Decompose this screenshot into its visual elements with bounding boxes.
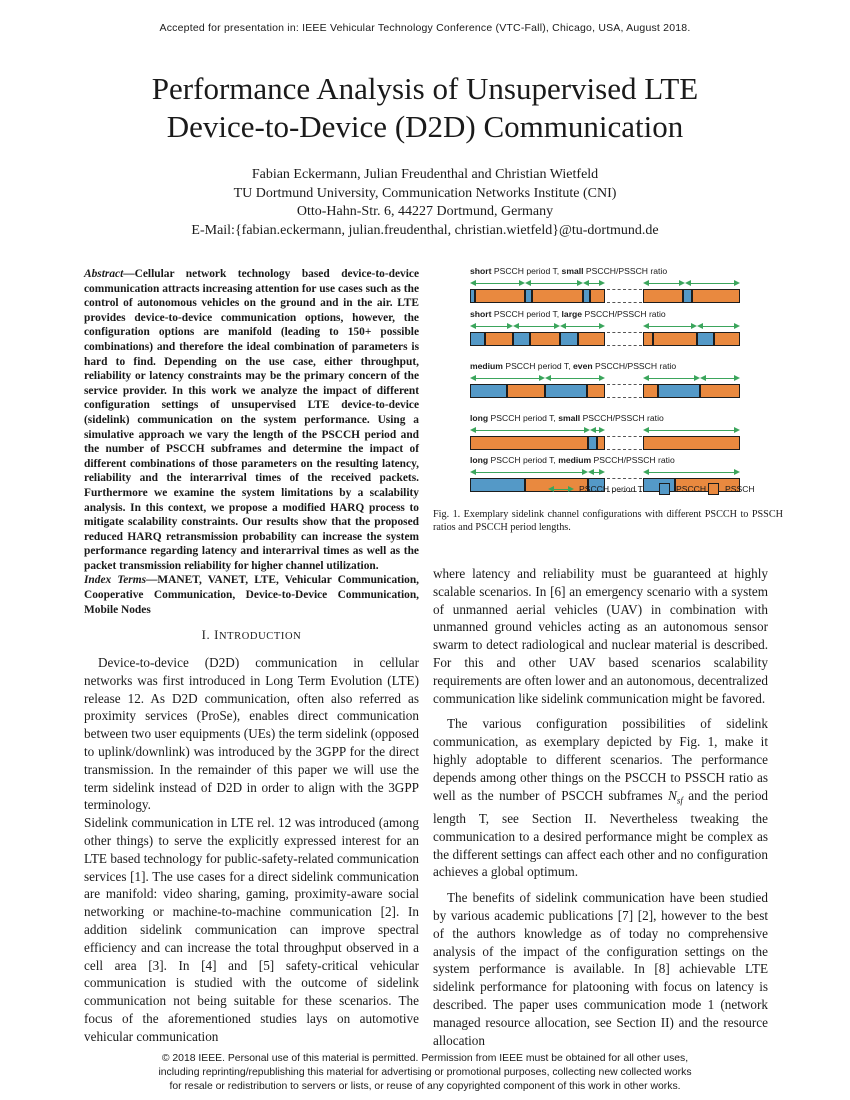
channel-bar <box>470 332 740 346</box>
channel-bar <box>470 289 740 303</box>
author-email: E-Mail:{fabian.eckermann, julian.freudenthal, christian.wietfeld}@tu-dortmund.de <box>191 222 659 238</box>
period-arrow-row <box>470 427 740 435</box>
config-row-label <box>470 455 675 465</box>
copyright-line: including reprinting/republishing this material for advertising or promotional purposes, collecting new collected works <box>158 1066 692 1078</box>
paragraph-text: and the period length T, see Section II. Nevertheless tweaking the communication to a desired performance might be complex as the different settings can affect each other and no configuration achieves a global optimum. <box>433 787 769 880</box>
author-address: Otto-Hahn-Str. 6, 44227 Dortmund, Germany <box>296 204 554 219</box>
config-row-label <box>470 361 676 371</box>
arrow-right-icon <box>599 469 605 475</box>
pssch-segment <box>597 436 605 450</box>
period-arrow-row <box>470 469 740 477</box>
section-heading <box>84 627 419 646</box>
index-terms <box>84 573 419 617</box>
math-subscript: sf <box>676 795 683 806</box>
pscch-segment <box>470 384 507 398</box>
arrow-right-icon <box>599 323 605 329</box>
arrow-left-icon <box>643 323 649 329</box>
row-period-length: short <box>470 266 492 276</box>
period-arrow <box>473 283 522 284</box>
config-row-label <box>470 413 664 423</box>
period-arrow-row <box>470 375 740 383</box>
author-names: Fabian Eckermann, Julian Freudenthal and Christian Wietfeld <box>251 167 599 182</box>
arrow-right-icon <box>734 280 740 286</box>
abstract-lead: Abstract <box>84 268 124 280</box>
pscch-segment <box>588 436 597 450</box>
left-column <box>84 267 419 1046</box>
intro-paragraph: Sidelink communication in LTE rel. 12 was introduced (among other things) to serve the explicitly expressed interest for an LTE based technology for public-safety-related communication services [1]. The use cases for a direct sidelink communication are manifold: video sharing, gaming, proximity-aware social networking or machine-to-machine communication [2]. In addition sidelink communication can improve spectral efficiency and can increase the total throughput observed in a cell area [3]. In [4] and [5] safety-critical vehicular communication is studied with the outcome of sidelink communication not being suitable for these scenarios. The focus of the aforementioned studies lays on automotive vehicular communication <box>84 815 419 1044</box>
intro-paragraph: Device-to-device (D2D) communication in cellular networks was first introduced in Long Term Evolution (LTE) release 12. As D2D communication, often also referred as proximity services (ProSe), enables direct communication between two user equipments (UEs) the term sidelink (opposed to uplink/downlink) was introduced by the 3GPP for the direct transmission. In the remainder of this paper we will use the term sidelink instead of D2D in order to align with the 3GPP terminology. <box>84 655 419 813</box>
arrow-left-icon <box>643 469 649 475</box>
arrow-left-icon <box>685 280 691 286</box>
copyright-line: © 2018 IEEE. Personal use of this material is permitted. Permission from IEEE must be obtained for all other uses, <box>161 1053 689 1064</box>
row-label-text: PSCCH period T, <box>488 455 559 465</box>
row-period-length: long <box>470 455 489 465</box>
body-paragraph: where latency and reliability must be guaranteed at highly scalable scenarios. In [6] an emergency scenario with a system of unmanned aerial vehicles (UAV) in combination with unmanned ground vehicles acting as an autonomous sensor swarm to detect radiological and nuclear material is described. For this and other UAV based scenarios scalability requirements are often lower and an autonomous, decentralized communication like sidelink communication might be favored. <box>433 566 768 706</box>
pssch-segment <box>692 289 740 303</box>
row-ratio-size: medium <box>558 455 592 465</box>
arrow-right-icon <box>599 427 605 433</box>
arrow-left-icon <box>588 469 594 475</box>
pssch-segment <box>507 384 545 398</box>
period-arrow-row <box>470 280 740 288</box>
arrow-left-icon <box>700 375 706 381</box>
pssch-segment <box>643 289 683 303</box>
pssch-segment <box>475 289 525 303</box>
pscch-segment <box>583 289 590 303</box>
pssch-segment <box>590 289 605 303</box>
channel-bar <box>470 384 740 398</box>
period-arrow <box>646 472 737 473</box>
pssch-segment <box>643 384 658 398</box>
figure-caption: Fig. 1. Exemplary sidelink channel configurations with different PSCCH to PSSCH ratios and PSCCH period lengths. <box>433 509 783 533</box>
period-arrow <box>473 378 542 379</box>
pscch-segment <box>560 332 578 346</box>
pssch-segment <box>587 384 605 398</box>
arrow-right-icon <box>734 323 740 329</box>
row-ratio-size: large <box>561 309 583 319</box>
arrow-left-icon <box>545 375 551 381</box>
arrow-left-icon <box>470 469 476 475</box>
figure-1 <box>470 266 770 498</box>
author-block <box>0 166 850 240</box>
arrow-left-icon <box>590 427 596 433</box>
arrow-right-icon <box>734 375 740 381</box>
row-label-text: PSCCH/PSSCH ratio <box>591 455 675 465</box>
omitted-periods-gap <box>607 289 642 303</box>
body-paragraph <box>433 715 768 881</box>
arrow-left-icon <box>583 280 589 286</box>
period-arrow <box>473 326 510 327</box>
abstract <box>84 267 419 573</box>
title-line-2: Device-to-Device (D2D) Communication <box>166 109 684 144</box>
row-label-text: PSCCH/PSSCH ratio <box>583 266 668 276</box>
pssch-segment <box>485 332 513 346</box>
pscch-segment <box>658 384 700 398</box>
period-arrow <box>528 283 580 284</box>
pssch-segment <box>578 332 605 346</box>
arrow-left-icon <box>643 280 649 286</box>
arrow-right-icon <box>734 427 740 433</box>
copyright-notice <box>0 1052 850 1093</box>
period-arrow <box>703 378 737 379</box>
arrow-right-icon <box>568 486 574 492</box>
arrow-left-icon <box>560 323 566 329</box>
period-arrow <box>646 283 682 284</box>
arrow-left-icon <box>470 280 476 286</box>
body-paragraph: The benefits of sidelink communication have been studied by various academic publications [7] [2], however to the best of the authors knowledge as of today no comprehensive analysis of the impact of the configuration settings on the system performance is available. In [8] achievable LTE sidelink performance for platooning with focus on latency is described. The paper uses communication mode 1 (network managed resource allocation, see Section II) and the resource allocation <box>433 890 768 1048</box>
period-arrow <box>646 430 737 431</box>
period-arrow <box>548 378 602 379</box>
header-note: Accepted for presentation in: IEEE Vehicular Technology Conference (VTC-Fall), Chicago, USA, August 2018. <box>159 22 691 34</box>
pscch-segment <box>513 332 530 346</box>
pscch-segment <box>470 478 525 492</box>
legend-pscch-swatch <box>659 483 670 495</box>
arrow-left-icon <box>470 427 476 433</box>
pscch-segment <box>683 289 692 303</box>
pssch-segment <box>643 332 653 346</box>
period-arrow <box>700 326 737 327</box>
period-arrow <box>688 283 737 284</box>
pssch-segment <box>530 332 560 346</box>
row-label-text: PSCCH/PSSCH ratio <box>580 413 664 423</box>
row-label-text: PSCCH/PSSCH ratio <box>582 309 666 319</box>
arrow-left-icon <box>643 427 649 433</box>
arrow-left-icon <box>470 323 476 329</box>
index-terms-text: —MANET, VANET, LTE, Vehicular Communication, Cooperative Communication, Device-to-Device Communication, Mobile Nodes <box>84 574 420 616</box>
channel-bar <box>470 436 740 450</box>
period-arrow <box>516 326 557 327</box>
row-period-length: medium <box>470 361 503 371</box>
row-label-text: PSCCH period T, <box>488 413 559 423</box>
right-column <box>433 565 768 1049</box>
arrow-right-icon <box>599 375 605 381</box>
author-affiliation: TU Dortmund University, Communication Networks Institute (CNI) <box>233 185 617 201</box>
legend-pssch-label: PSSCH <box>725 484 755 494</box>
row-label-text: PSCCH/PSSCH ratio <box>592 361 677 371</box>
pssch-segment <box>532 289 583 303</box>
copyright-line: for resale or redistribution to servers or lists, or reuse of any copyrighted component of this work in other works. <box>169 1080 681 1092</box>
section-numeral: I. I <box>201 628 219 643</box>
period-arrow <box>646 326 694 327</box>
row-ratio-size: small <box>561 266 584 276</box>
omitted-periods-gap <box>607 384 642 398</box>
row-period-length: short <box>470 309 492 319</box>
row-label-text: PSCCH period T, <box>491 309 562 319</box>
title-line-1: Performance Analysis of Unsupervised LTE <box>151 71 699 106</box>
pssch-segment <box>653 332 697 346</box>
pssch-segment <box>470 436 588 450</box>
pscch-segment <box>545 384 587 398</box>
row-ratio-size: small <box>558 413 581 423</box>
pssch-segment <box>643 436 740 450</box>
legend-pscch-label: PSCCH <box>676 484 707 494</box>
arrow-left-icon <box>470 375 476 381</box>
math-symbol <box>668 787 683 806</box>
section-title: NTRODUCTION <box>218 631 302 643</box>
arrow-left-icon <box>643 375 649 381</box>
legend-pssch-swatch <box>708 483 719 495</box>
pscch-segment <box>697 332 714 346</box>
row-label-text: PSCCH period T, <box>491 266 562 276</box>
pssch-segment <box>700 384 740 398</box>
period-arrow <box>646 378 697 379</box>
arrow-right-icon <box>734 469 740 475</box>
abstract-text: —Cellular network technology based device-to-device communication attracts increasing attention for use cases such as the control of autonomous vehicles on the ground and in the air. LTE provides device-to-device communication options, however, the configuration options are manifold (leading to 150+ possible combinations) and therefore the ideal combination of parameters is hard to find. Depending on the use case, either throughput, reliability or latency constraints may be the primary concern of the service provider. In this work we analyze the impact of different configuration settings of unsupervised LTE device-to-device (sidelink) communication on the system performance. Using a simulative approach we vary the length of the PSCCH period and the number of PSCCH subframes and determine the impact of different combinations of those parameters on the resulting latency, reliability and the interarrival times of the received packets. Furthermore we examine the system limitations by a scalability analysis. In this context, we propose a modified HARQ process to mitigate scalability constraints. Our results show that the proposed reduced HARQ retransmission probability can increase the system performance regarding latency and interarrival times as well as the packet transmission reliability for higher channel utilization. <box>84 268 419 572</box>
period-arrow <box>563 326 602 327</box>
arrow-right-icon <box>599 280 605 286</box>
row-ratio-size: even <box>573 361 593 371</box>
arrow-left-icon <box>513 323 519 329</box>
period-arrow <box>473 472 585 473</box>
period-arrow-row <box>470 323 740 331</box>
paragraph-text: The various configuration possibilities of sidelink communication, as exemplary depicted by Fig. 1, make it highly adoptable to different scenarios. The performance depends among other things on the PSCCH to PSSCH ratio as well as the number of PSCCH subframes <box>433 716 768 803</box>
period-arrow <box>473 430 587 431</box>
index-terms-lead: Index Terms <box>84 574 147 587</box>
config-row-label <box>470 309 666 319</box>
row-label-text: PSCCH period T, <box>502 361 574 371</box>
pscch-segment <box>470 332 485 346</box>
omitted-periods-gap <box>607 332 642 346</box>
omitted-periods-gap <box>607 436 642 450</box>
legend-period-label: PSCCH period T <box>579 484 643 494</box>
math-base: N <box>668 787 677 803</box>
pssch-segment <box>714 332 740 346</box>
config-row-label <box>470 266 667 276</box>
pscch-segment <box>525 289 532 303</box>
arrow-left-icon <box>697 323 703 329</box>
row-period-length: long <box>470 413 489 423</box>
paper-title <box>40 70 810 146</box>
arrow-left-icon <box>525 280 531 286</box>
